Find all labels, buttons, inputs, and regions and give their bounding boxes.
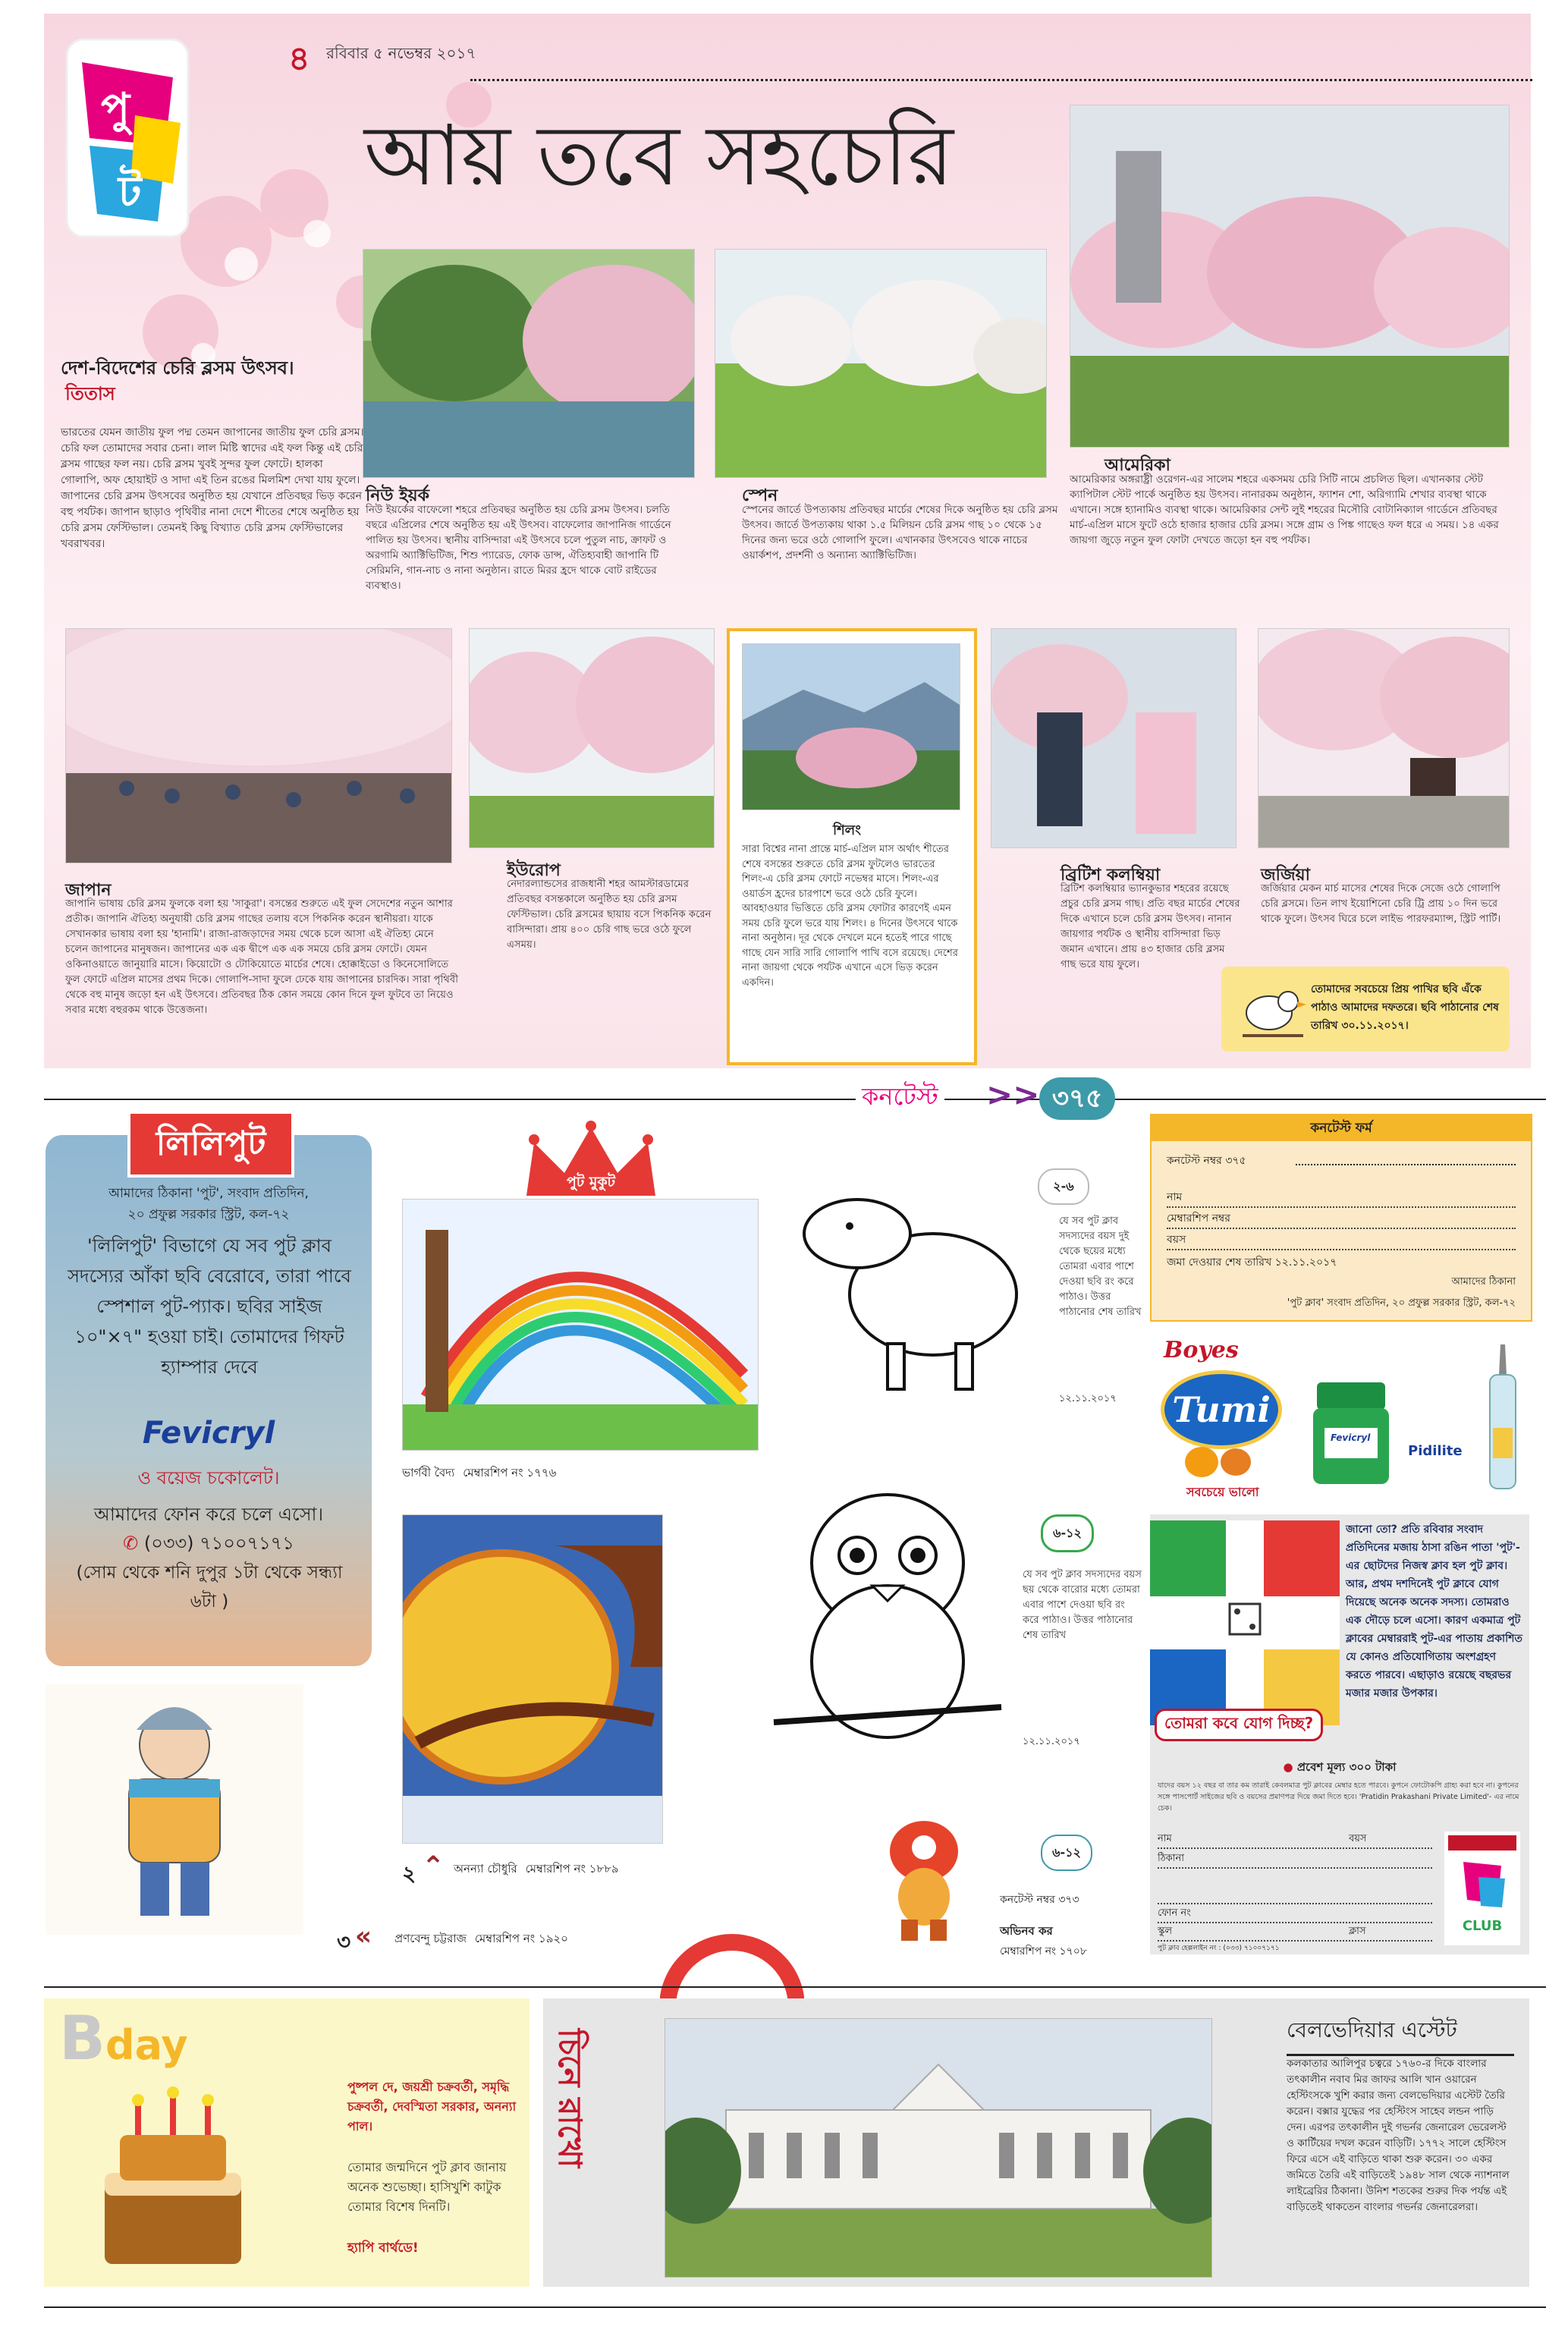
winner-2-name	[454, 1860, 619, 1879]
contest-form-number: কনটেস্ট নম্বর ৩৭৫	[1167, 1155, 1246, 1167]
club-field-phone[interactable]	[1158, 1906, 1432, 1923]
section-title-europe: ইউরোপ	[507, 861, 561, 880]
kid-drawing-icon	[46, 1684, 303, 1935]
winner-2-membership: মেম্বারশিপ নং ১৮৮৯	[525, 1862, 619, 1876]
lilliput-sponsor-1: Fevicryl	[142, 1416, 275, 1451]
bird-notice-text: তোমাদের সবচেয়ে প্রিয় পাখির ছবি এঁকে পাঠাও আমাদের দফতরে। ছবি পাঠানোর শেষ তারিখ ৩০.১১.২০১৭।	[1311, 983, 1499, 1032]
winner-1-name	[402, 1464, 556, 1483]
bday-title-letter: B	[59, 2003, 105, 2074]
park-photo-icon	[1070, 105, 1509, 447]
photo-british-columbia	[991, 628, 1236, 848]
club-field-school-label: স্কুল	[1158, 1926, 1173, 1937]
prev-contest-label: কনটেস্ট নম্বর ৩৭৩	[1000, 1894, 1079, 1906]
ad-jar-image	[1309, 1375, 1393, 1489]
contest-form-address-label: আমাদের ঠিকানা	[1451, 1276, 1516, 1288]
contest-number-badge	[1039, 1077, 1115, 1120]
ad-brand-tumi: Tumi	[1172, 1389, 1271, 1430]
intro-title	[61, 355, 319, 407]
age-group-1-date: ১২.১১.২০১৭	[1059, 1393, 1117, 1404]
bday-title	[59, 2003, 188, 2074]
club-footer: পুট ক্লাব হেল্পলাইন নং : (০৩৩) ৭১০০৭১৭১	[1158, 1945, 1280, 1952]
form-field-membership[interactable]	[1167, 1209, 1516, 1229]
age-group-2-date: ১২.১১.২০১৭	[1023, 1736, 1080, 1747]
club-logo	[1444, 1832, 1520, 1945]
bullet-icon: ●	[1283, 1760, 1293, 1774]
contest-form-deadline: জমা দেওয়ার শেষ তারিখ ১২.১১.২০১৭	[1167, 1256, 1337, 1269]
paint-jar-icon	[1309, 1375, 1393, 1489]
bday-box	[44, 1998, 529, 2287]
form-number-line	[1296, 1164, 1516, 1165]
cake-image	[74, 2082, 272, 2279]
lilliput-address-2: ২০ প্রফুল্ল সরকার স্ট্রিট, কল-৭২	[127, 1207, 290, 1222]
bday-wish: হ্যাপি বার্থডে!	[347, 2240, 419, 2256]
club-fine-print: যাদের বয়স ১২ বছর বা তার কম তারাই কেবলমাত্র পুট ক্লাবের মেম্বার হতে পারবে। কুপনে ফোটোকপি গ্রাহ্য করা হবে না। কুপনের সঙ্গে পাসপোর্ট সাইজের ছবি ও বয়সের প্রমাণপত্র দিয়ে জমা দিতে হবে। 'Pratidin Prakashani Private Limited'- এর নামে চেক।	[1158, 1781, 1519, 1813]
club-question: তোমরা কবে যোগ দিচ্ছ?	[1155, 1709, 1323, 1741]
page-date: রবিবার ৫ নভেম্বর ২০১৭	[326, 44, 476, 62]
club-logo-icon	[1444, 1832, 1520, 1915]
heritage-vertical-label: চিনে রাখো	[551, 2029, 589, 2168]
lilliput-address-1: আমাদের ঠিকানা 'পুট', সংবাদ প্রতিদিন,	[108, 1186, 309, 1201]
club-field-class[interactable]	[1349, 1924, 1432, 1942]
contest-form-address: 'পুট ক্লাব' সংবাদ প্রতিদিন, ২০ প্রফুল্ল সরকার স্ট্রিট, কল-৭২	[1287, 1297, 1516, 1309]
hills-photo-icon	[743, 644, 960, 810]
lilliput-phone-number: (০৩৩) ৭১০০৭১৭১	[143, 1533, 294, 1554]
ad-brand-boyes: Boyes	[1164, 1337, 1239, 1363]
club-field-address[interactable]	[1158, 1851, 1432, 1869]
section-title-america: আমেরিকা	[1105, 456, 1171, 475]
heritage-box	[543, 1998, 1529, 2287]
svg-text:পু: পু	[101, 84, 130, 134]
lilliput-drawing	[46, 1684, 303, 1935]
club-fee-text: প্রবেশ মূল্য ৩০০ টাকা	[1296, 1760, 1397, 1774]
club-field-name-label: নাম	[1158, 1833, 1172, 1844]
age-badge-1	[1038, 1168, 1089, 1205]
section-title-georgia: জর্জিয়া	[1261, 866, 1310, 885]
section-text-europe: নেদারল্যান্ডসের রাজধানী শহর আমস্টারডামের প্রতিবছর বসন্তকালে অনুষ্ঠিত হয় চেরি ব্লসম ফেস্টিভাল। চেরি ব্লসমের ছায়ায় বসে পিকনিক করেন বাসিন্দারা। প্রায় ৪০০ চেরি গাছ ভরে ওঠে ফুলে এসময়।	[507, 879, 712, 951]
contest-form-title: কনটেস্ট ফর্ম	[1152, 1115, 1531, 1141]
rainbow-drawing-icon	[403, 1200, 758, 1450]
ad-brand-pidilite: Pidilite	[1408, 1443, 1463, 1459]
photo-europe	[469, 628, 715, 848]
rank-3-chevron-icon: «	[355, 1921, 372, 1951]
club-field-age-label: বয়স	[1349, 1833, 1367, 1844]
age-badge-2-text: ৬-১২	[1053, 1526, 1082, 1540]
section-text-georgia: জর্জিয়ার মেকন মার্চ মাসের শেষের দিকে সেজে ওঠে গোলাপি চেরি ব্লসমে। তিন লাখ ইয়োশিনো চেরি ট্রি প্রায় ১০ দিন ভরে থাকে ফুলে। উৎসব ঘিরে চলে লাইভ পারফরম্যান্স, স্ট্রিট পার্টি।	[1261, 883, 1501, 925]
arc-icon	[660, 1920, 804, 2011]
owl-outline-icon	[759, 1479, 1017, 1753]
heritage-text: কলকাতার আলিপুর চত্বরে ১৭৬০-র দিকে বাংলার তৎকালীন নবাব মির জাফর আলি খান ওয়ারেন হেস্টিংসকে খুশি করার জন্য বেলভেদিয়ার এস্টেট তৈরি করেন। বক্সার যুদ্ধের পর হেস্টিংস সাহেব লন্ডন পাড়ি দেন। এরপর তৎকালীন দুই গভর্নর জেনারেল ভেরেলস্ট ও কার্টিয়ের দখল করেন বাড়িটি। ১৭৭২ সালে হেস্টিংস ফিরে এসে এই বাড়িতে থাকা শুরু করেন। ৩০ একর জমিতে তৈরি এই বাড়িতেই ১৯৪৮ সাল থেকে ন্যাশনাল লাইব্রেরির ঠিকানা। উনিশ শতকের শুরুর দিক পর্যন্ত এই বাড়িতেই থাকতেন বাংলার গভর্নর জেনারেলরা।	[1287, 2058, 1510, 2213]
club-field-age[interactable]	[1349, 1832, 1432, 1849]
rank-3: ৩	[337, 1929, 351, 1954]
coloring-sheep	[789, 1181, 1024, 1408]
section-text-shillong: সারা বিশ্বের নানা প্রান্তে মার্চ-এপ্রিল মাস অর্থাৎ শীতের শেষে বসন্তের শুরুতে চেরি ব্লসম ফুটলেও ভারতের শিলং-এ চেরি ব্লসম ফোটে নভেম্বর মাসে। শিলং-এর ওয়ার্ডস হ্রদের চারপাশে ভরে ওঠে চেরি ফুলে। আবহাওয়ার ভিত্তিতে চেরি ব্লসম ফোটার কারণেই এমন সময় চেরি ফুলে ভরে যায় শিলং। ৪ দিনের উৎসবে থাকে নানা অনুষ্ঠান। দূর থেকে দেখলে মনে হতেই পারে গাছে গাছে যেন সারি সারি গোলাপি পাখি বসে রয়েছে। দেশের নানা জায়গা থেকে পর্যটক এখানে এসে ভিড় করেন একদিন।	[742, 844, 958, 989]
ad-tube-image	[1484, 1344, 1522, 1496]
section-rule-3	[44, 2306, 1546, 2308]
club-promo-text: জানো তো? প্রতি রবিবার সংবাদ প্রতিদিনের মজায় ঠাসা রঙিন পাতা 'পুট'-এর ছোটদের নিজস্ব ক্লাব হল পুট ক্লাব। আর, প্রথম দশদিনেই পুট ক্লাবে যোগ দিয়েছে অনেক অনেক সদস্য। তোমরাও এক দৌড়ে চলে এসো। কারণ একমাত্র পুট ক্লাবের মেম্বাররাই পুট-এর পাতায় প্রকাশিত যে কোনও প্রতিযোগিতায় অংশগ্রহণ করতে পারবে। এছাড়াও রয়েছে বছরভর মজার মজার উপকার।	[1346, 1523, 1522, 1700]
ad-brand-fevicryl: Fevicryl	[1331, 1432, 1371, 1443]
feature-title: আয় তবে সহচেরি	[364, 107, 954, 204]
winner-1-name-text: ভার্গবী বৈদ্য	[402, 1466, 455, 1479]
bday-names: পুষ্পল দে, জয়শ্রী চক্রবর্তী, সমৃদ্ধি চক্রবর্তী, দেবস্মিতা সরকার, অনন্যা পাল।	[347, 2080, 517, 2133]
put-logo-icon	[59, 32, 196, 244]
bird-notice	[1221, 967, 1510, 1052]
prev-contest-membership: মেম্বারশিপ নং ১৭০৮	[1000, 1945, 1087, 1957]
photo-japan	[65, 628, 452, 863]
coloring-bird	[759, 1479, 1017, 1753]
rank-2: ২	[402, 1861, 416, 1886]
section-title-shillong: শিলং	[833, 822, 861, 838]
heritage-title: বেলভেদিয়ার এস্টেট	[1287, 2014, 1514, 2056]
header-rule	[470, 79, 1532, 81]
section-text-america: আমেরিকার অঙ্গরাষ্ট্রী ওরেগন-এর সালেম শহরে একসময় চেরি সিটি নামে প্রচলিত ছিল। এখানকার স্টেট ক্যাপিটাল স্টেট পার্কে অনুষ্ঠিত হয় উৎসব। নানারকম অনুষ্ঠান, ফ্যাশন শো, অরিগ্যামি শেখার ব্যবস্থা থাকে এখানে। সঙ্গে হ্যানামিও ব্যবস্থা থাকে। আমেরিকার সেন্ট লুই শহরের মিসৌরি বোটানিক্যাল গার্ডেনে প্রতিবছর মার্চ-এপ্রিল মাসে ফুটে ওঠে হাজার হাজার চেরি ব্লসম। সঙ্গে গ্রাম ও পিঙ্ক গাছেও ফল ধরে এ সময়। ১৪ একর জায়গা জুড়ে নতুন ফুল ফোটা দেখতে জড়ো হন বহু পর্যটক।	[1070, 473, 1499, 546]
winner-drawing-1	[402, 1199, 759, 1451]
crown-label: পুট মুকুট	[566, 1174, 616, 1190]
contest-label: কনটেস্ট	[856, 1077, 944, 1118]
intro-text: ভারতের যেমন জাতীয় ফুল পদ্ম তেমন জাপানের জাতীয় ফুল চেরি ব্লসম। চেরি ফল তোমাদের সবার চেনা। লাল মিষ্টি স্বাদের এই ফল কিন্তু এই চেরি ব্লসম গাছের ফল নয়। চেরি ব্লসম খুবই সুন্দর ফুল ফোটে। হালকা গোলাপি, অফ হোয়াইট ও সাদা এই তিন রঙের মিলমিশ দেখা যায় ফুলে। জাপানের চেরি ব্লসম উৎসবের অনুষ্ঠিত হয় যেখানে প্রতিবছর ভিড় করেন বহু পর্যটক। জাপান ছাড়াও পৃথিবীর নানা দেশে শীতের শেষে অনুষ্ঠিত হয় চেরি ব্লসম ফেস্টিভাল। তেমনই কিছু বিখ্যাত চেরি ব্লসম ফেস্টিভালের খবরাখবর।	[61, 426, 364, 550]
photo-spain	[715, 249, 1047, 478]
club-logo-text: CLUB	[1462, 1918, 1503, 1934]
club-field-school[interactable]	[1158, 1924, 1347, 1942]
birthday-cake-icon	[74, 2082, 272, 2279]
garden-photo-icon	[363, 250, 694, 477]
heritage-photo	[665, 2018, 1212, 2278]
club-promo	[1150, 1514, 1529, 1954]
winner-drawing-2	[402, 1514, 663, 1844]
photo-america	[1070, 105, 1510, 448]
rank-2-chevron-icon: ⌃	[422, 1851, 445, 1882]
contest-number: ৩৭৫	[1051, 1083, 1103, 1114]
winner-3-membership: মেম্বারশিপ নং ১৯২০	[474, 1932, 568, 1945]
photo-georgia	[1258, 628, 1510, 848]
club-fee	[1150, 1759, 1529, 1778]
section-title-spain: স্পেন	[742, 486, 778, 505]
carriage-photo-icon	[1258, 629, 1509, 847]
section-text-spain: স্পেনের জার্তে উপত্যকায় প্রতিবছর মার্চের শেষের দিকে অনুষ্ঠিত হয় চেরি ব্লসম উৎসব। জার্তে উপত্যকায় থাকা ১.৫ মিলিয়ন চেরি ব্লসম গাছ ১০ থেকে ১৫ দিনের জন্য ভরে ওঠে গোলাপি ফুলে। এখানকার উৎসবেও থাকে নাচের ওয়ার্কশপ, প্রদর্শনী ও অন্যান্য অ্যাক্টিভিটিজ।	[742, 504, 1058, 561]
lilliput-title: লিলিপুট	[156, 1124, 266, 1163]
winner-1-membership: মেম্বারশিপ নং ১৭৭৬	[463, 1466, 557, 1479]
contest-form	[1150, 1114, 1532, 1322]
section-rule-2	[44, 1986, 1546, 1988]
put-logo	[59, 32, 196, 244]
bird-icon	[1227, 971, 1311, 1047]
picnic-photo-icon	[66, 629, 451, 863]
section-text-japan: জাপানি ভাষায় চেরি ব্লসম ফুলকে বলা হয় 'সাকুরা'। বসন্তের শুরুতে এই ফুল সেদেশের নতুন আশার প্রতীক। জাপানি ঐতিহ্য অনুযায়ী চেরি ব্লসম গাছের তলায় বসে পিকনিক করেন স্থানীয়রা। যাকে সেখানকার ভাষায় বলা হয় 'হানামি'। রাজা-রাজড়াদের সময় থেকে চলে আসা এই ঐতিহ্য মেনে চলেন জাপানের মানুষজন। জাপানের এক এক দ্বীপে এক এক সময়ে চেরি ব্লসম ফোটে। যেমন ওকিনাওয়াতে জানুয়ারি মাসে। কিয়োটো ও টোকিয়োতে মার্চের শেষে। হোক্কাইডো ও কিনেসোলিতে ফুল ফোটে এপ্রিল মাসের প্রথম দিকে। গোলাপি-সাদা ফুলে ঢেকে যায় জাপানের চারদিক। সারা পৃথিবী থেকে বহু মানুষ জড়ো হন এই উৎসবে। প্রতিবছর ঠিক কোন সময়ে কোন দিনে ফুল ফুটবে তা নিয়েও সবার মধ্যে বহুরকম থাকে উত্তেজনা।	[65, 898, 458, 1016]
section-title-british-columbia: ব্রিটিশ কলম্বিয়া	[1061, 866, 1161, 885]
lilliput-title-box	[127, 1111, 294, 1178]
ad-tumi-badge	[1161, 1370, 1282, 1449]
ludo-board-icon	[1150, 1520, 1340, 1725]
lilliput-phone	[61, 1530, 357, 1560]
prev-age-badge	[1041, 1835, 1092, 1871]
ad-strip	[1150, 1329, 1529, 1504]
form-field-age[interactable]	[1167, 1231, 1516, 1250]
bday-text: তোমার জন্মদিনে পুট ক্লাব জানায় অনেক শুভেচ্ছা। হাসিখুশি কাটুক তোমার বিশেষ দিনটি।	[347, 2160, 507, 2214]
yoshi-drawing-icon	[871, 1806, 977, 1942]
form-field-name[interactable]	[1167, 1188, 1516, 1208]
chevron-right-icon: >>	[986, 1076, 1040, 1113]
intro-author: তিতাস	[65, 383, 115, 404]
section-text-new-york: নিউ ইয়র্কের বাফেলো শহরে প্রতিবছর অনুষ্ঠিত হয় চেরি ব্লসম উৎসব। চলতি বছরে এপ্রিলের শেষে অনুষ্ঠিত হয় এই উৎসব। বাফেলোর জাপানিজ গার্ডেনে পালিত হয় উৎসব। স্থানীয় বাসিন্দারা এই উৎসবে চলে পুতুল নাচ, ক্রাফট ও অরগামি অ্যাক্টিভিটিজ, শিশু প্যারেড, ফোক ডান্স, ঐতিহ্যবাহী জাপানি টি সেরিমনি, গান-নাচ ও নানা অনুষ্ঠান। রাতে মিরর হ্রদে থাকে বোট রাইডের ব্যবস্থাও।	[366, 504, 671, 592]
intro-title-text: দেশ-বিদেশের চেরি ব্লসম উৎসব।	[61, 357, 294, 379]
lilliput-sponsor-2: ও বয়েজ চকোলেট।	[137, 1467, 280, 1489]
age-badge-1-text: ২-৬	[1053, 1179, 1074, 1193]
lilliput-call: আমাদের ফোন করে চলে এসো।	[93, 1504, 324, 1525]
section-rule-1	[44, 1099, 1546, 1100]
age-badge-2	[1041, 1514, 1094, 1552]
section-text-british-columbia: ব্রিটিশ কলম্বিয়ার ভ্যানকুভার শহরের রয়েছে প্রচুর চেরি ব্লসম গাছ। প্রতি বছর মার্চের শেষের দিকে এখানে চলে চেরি ব্লসম উৎসব। নানান জায়গার পর্যটক ও স্থানীয় বাসিন্দারা ভিড় জমান এখানে। প্রায় ৪৩ হাজার চেরি ব্লসম গাছ ভরে যায় ফুলে।	[1061, 883, 1240, 970]
club-field-address-label: ঠিকানা	[1158, 1853, 1185, 1864]
club-field-name[interactable]	[1158, 1832, 1347, 1849]
bday-title-rest: day	[105, 2021, 188, 2069]
form-field-name-label: নাম	[1167, 1191, 1183, 1203]
club-field-address-line-2[interactable]	[1158, 1886, 1432, 1904]
candy-icon	[1171, 1443, 1262, 1481]
winner-3-name	[394, 1930, 568, 1949]
ad-tagline: সবচেয়ে ভালো	[1186, 1485, 1259, 1499]
glue-bottle-icon	[1484, 1344, 1522, 1496]
club-field-class-label: ক্লাস	[1349, 1926, 1366, 1937]
phone-icon: ✆	[123, 1533, 139, 1554]
prev-contest-drawing	[871, 1806, 977, 1942]
valley-photo-icon	[715, 250, 1046, 477]
section-title-new-york: নিউ ইয়র্ক	[366, 486, 430, 505]
form-field-membership-label: মেম্বারশিপ নম্বর	[1167, 1212, 1231, 1225]
dance-photo-icon	[991, 629, 1236, 847]
building-photo-icon	[665, 2019, 1211, 2277]
europe-photo-icon	[470, 629, 714, 847]
club-field-phone-label: ফোন নং	[1158, 1907, 1191, 1919]
photo-shillong	[742, 643, 960, 810]
lilliput-hours: (সোম থেকে শনি দুপুর ১টা থেকে সন্ধ্যা ৬টা )	[76, 1563, 343, 1612]
ludo-image	[1150, 1520, 1340, 1725]
arc-decoration	[660, 1920, 804, 2011]
photo-new-york	[363, 249, 695, 478]
moon-drawing-icon	[403, 1515, 662, 1843]
lilliput-body: 'লিলিপুট' বিভাগে যে সব পুট ক্লাব সদস্যের আঁকা ছবি বেরোবে, তারা পাবে স্পেশাল পুট-প্যাক। ছবির সাইজ ১০"×৭" হওয়া চাই। তোমাদের গিফট হ্যাম্পার দেবে	[68, 1235, 351, 1378]
age-group-2-text: যে সব পুট ক্লাব সদস্যদের বয়স ছয় থেকে বারোর মধ্যে তোমরা এবার পাশে দেওয়া ছবি রং করে পাঠাও। উত্তর পাঠানোর শেষ তারিখ	[1023, 1569, 1142, 1641]
svg-text:ট: ট	[118, 168, 142, 217]
prev-contest-name: অভিনব কর	[1000, 1924, 1053, 1938]
age-group-1-text: যে সব পুট ক্লাব সদস্যদের বয়স দুই থেকে ছয়ের মধ্যে তোমরা এবার পাশে দেওয়া ছবি রং করে পাঠাও। উত্তর পাঠানোর শেষ তারিখ	[1059, 1215, 1142, 1318]
form-field-age-label: বয়স	[1167, 1234, 1186, 1246]
sheep-outline-icon	[789, 1181, 1024, 1408]
ad-candy-image	[1171, 1443, 1262, 1481]
winner-2-name-text: অনন্যা চৌধুরি	[454, 1862, 517, 1876]
winner-3-name-text: প্রণবেন্দু চট্টরাজ	[394, 1932, 467, 1945]
section-title-japan: জাপান	[65, 881, 112, 900]
page-number: ৪	[288, 39, 310, 78]
prev-age-badge-text: ৬-১২	[1052, 1845, 1081, 1860]
